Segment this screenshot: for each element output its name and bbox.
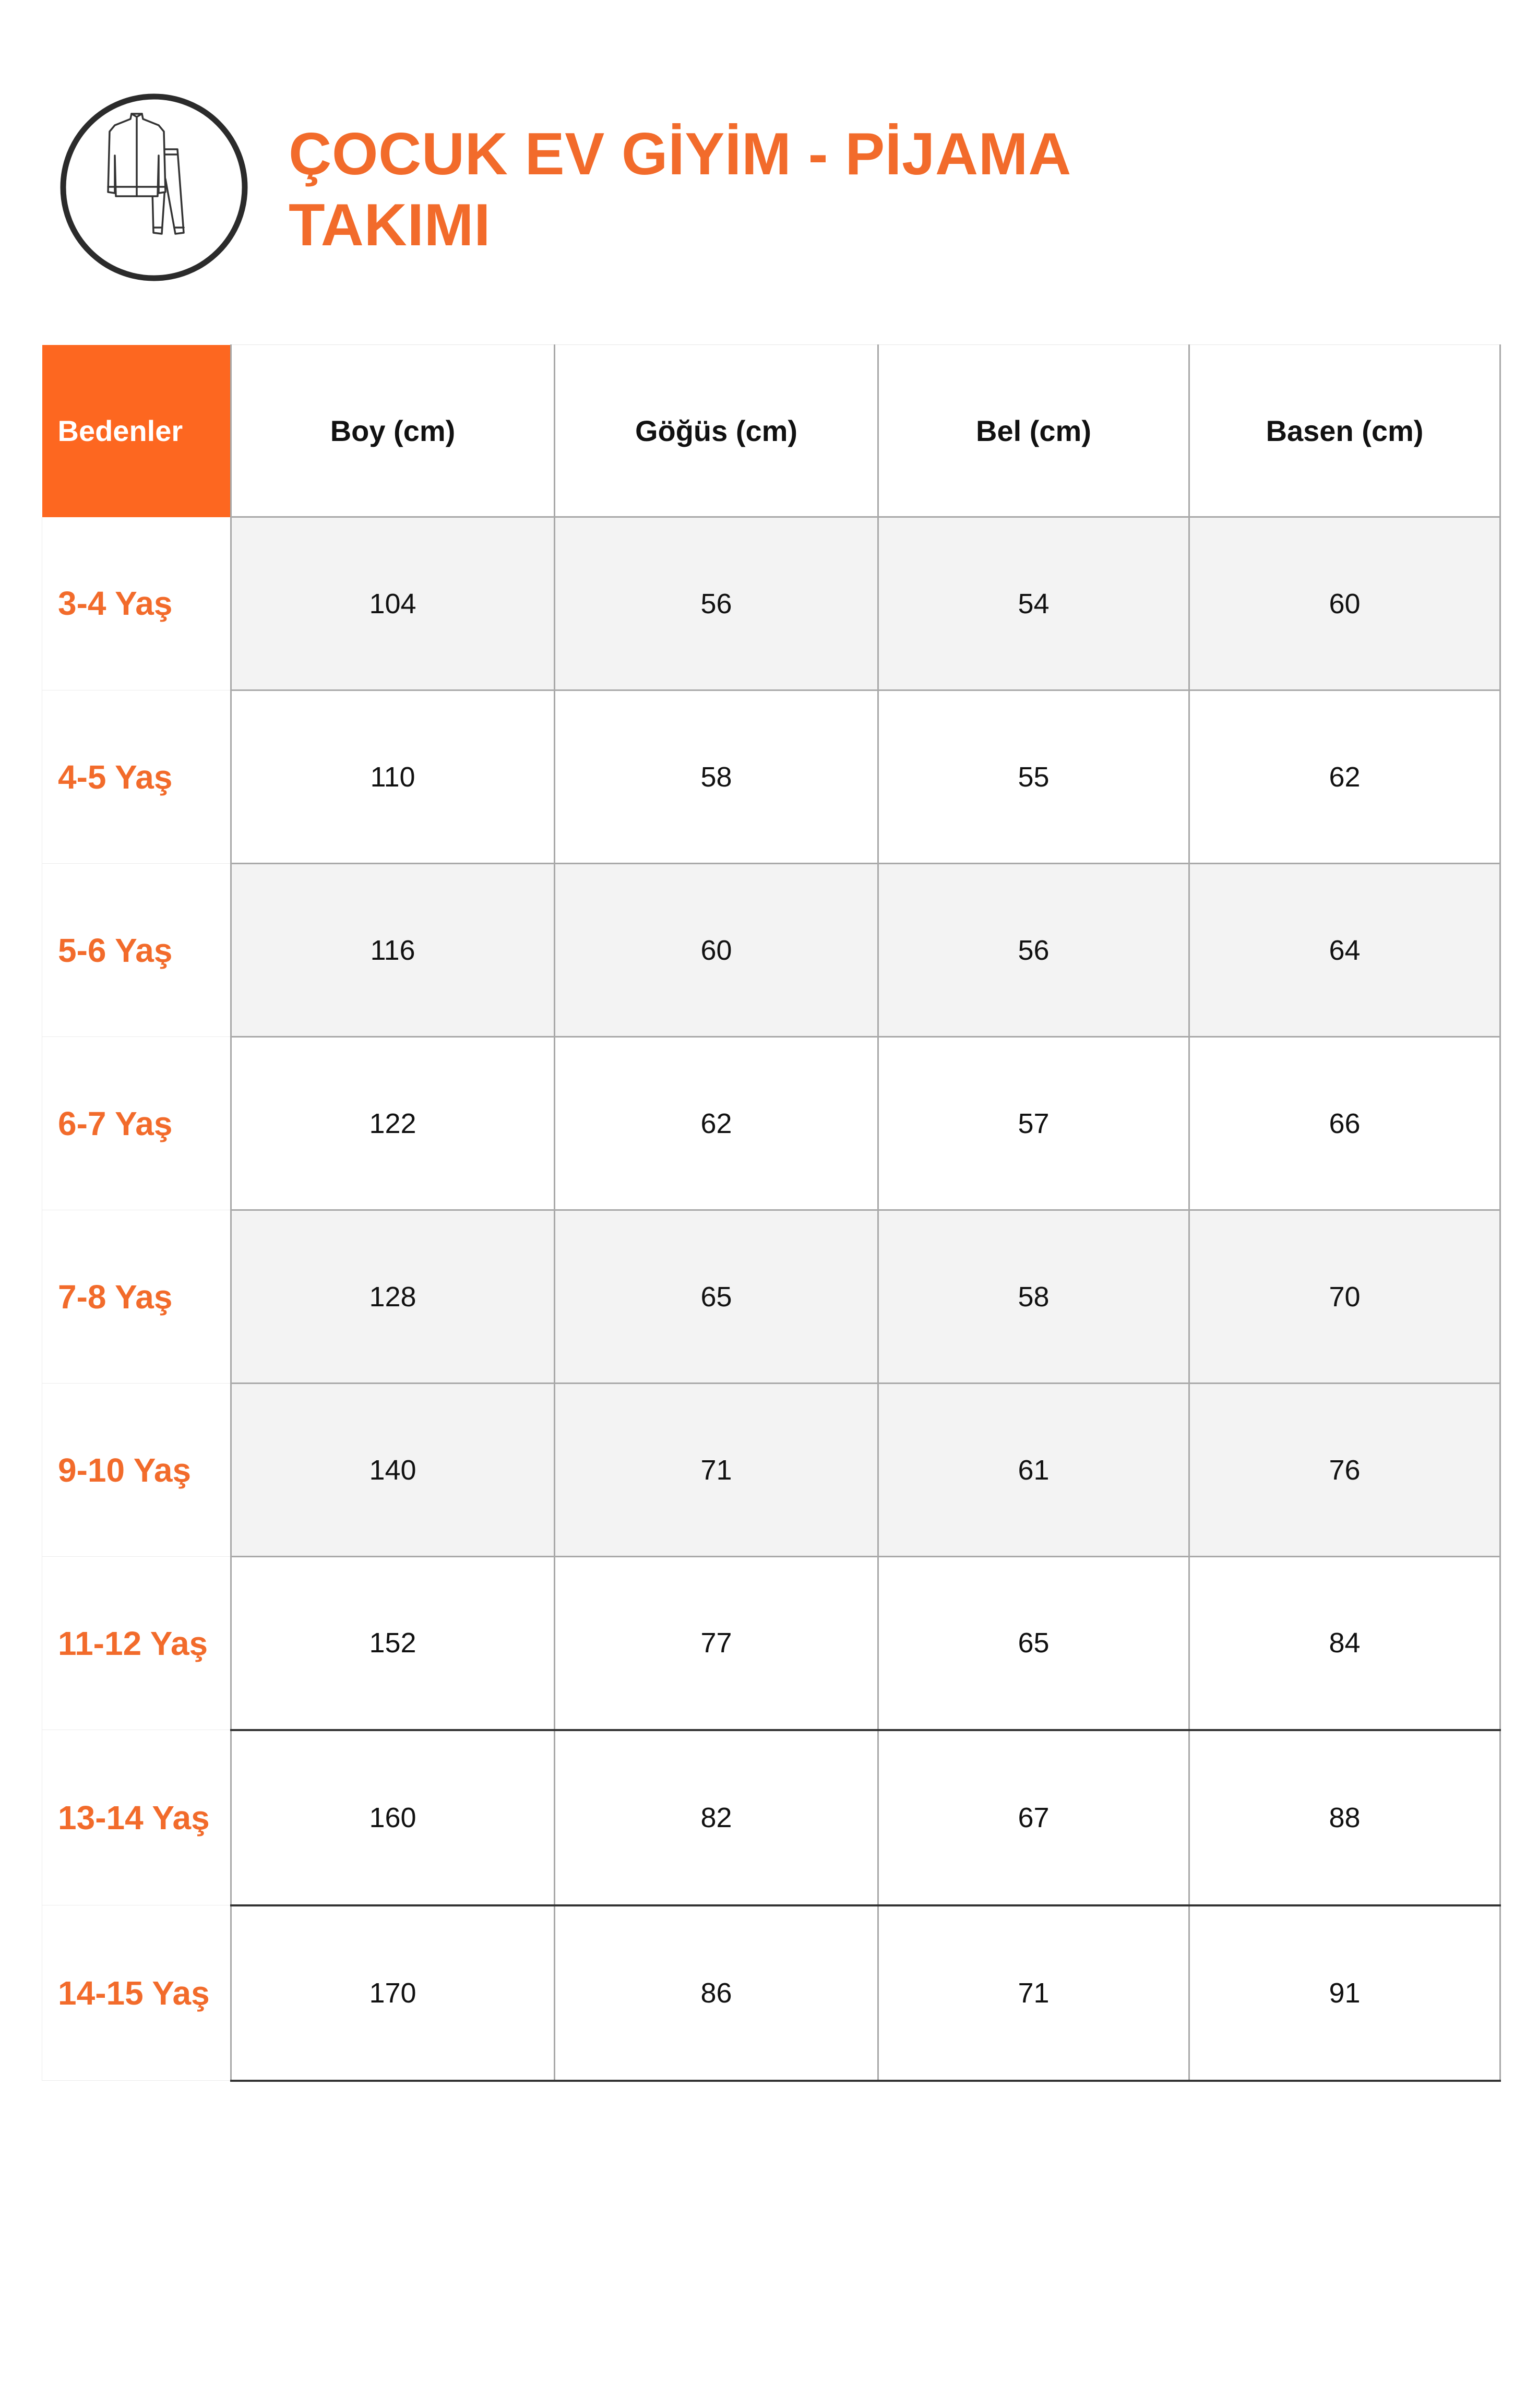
cell-bel: 61 — [878, 1384, 1189, 1557]
cell-bel: 55 — [878, 690, 1189, 864]
cell-boy: 128 — [231, 1210, 555, 1384]
size-label: 9-10 Yaş — [42, 1384, 231, 1557]
table-row — [42, 1210, 1500, 1384]
cell-bel: 56 — [878, 864, 1189, 1037]
cell-boy: 116 — [231, 864, 555, 1037]
cell-boy: 170 — [231, 1905, 555, 2081]
size-label: 14-15 Yaş — [42, 1905, 231, 2081]
cell-gogus: 71 — [555, 1384, 878, 1557]
cell-gogus: 86 — [555, 1905, 878, 2081]
size-label: 11-12 Yaş — [42, 1557, 231, 1730]
pajama-set-icon — [59, 93, 248, 282]
header-corner-bedenler: Bedenler — [42, 345, 231, 517]
cell-basen: 60 — [1189, 517, 1500, 690]
cell-basen: 70 — [1189, 1210, 1500, 1384]
cell-boy: 104 — [231, 517, 555, 690]
cell-boy: 160 — [231, 1730, 555, 1905]
cell-gogus: 82 — [555, 1730, 878, 1905]
cell-gogus: 77 — [555, 1557, 878, 1730]
cell-basen: 62 — [1189, 690, 1500, 864]
table-row — [42, 1730, 1500, 1905]
cell-bel: 54 — [878, 517, 1189, 690]
page-title-line-2: TAKIMI — [289, 192, 491, 258]
cell-basen: 66 — [1189, 1037, 1500, 1210]
size-label: 7-8 Yaş — [42, 1210, 231, 1384]
table-header-row — [42, 345, 1500, 517]
cell-bel: 67 — [878, 1730, 1189, 1905]
size-chart-table — [42, 344, 1501, 2082]
cell-bel: 71 — [878, 1905, 1189, 2081]
cell-gogus: 60 — [555, 864, 878, 1037]
size-label: 3-4 Yaş — [42, 517, 231, 690]
cell-bel: 57 — [878, 1037, 1189, 1210]
column-header-basen: Basen (cm) — [1189, 345, 1500, 517]
cell-basen: 64 — [1189, 864, 1500, 1037]
table-row — [42, 1905, 1500, 2081]
cell-boy: 152 — [231, 1557, 555, 1730]
cell-boy: 122 — [231, 1037, 555, 1210]
column-header-bel: Bel (cm) — [878, 345, 1189, 517]
cell-boy: 140 — [231, 1384, 555, 1557]
column-header-boy: Boy (cm) — [231, 345, 555, 517]
table-row — [42, 1037, 1500, 1210]
cell-gogus: 65 — [555, 1210, 878, 1384]
cell-gogus: 58 — [555, 690, 878, 864]
page-title-line-1: ÇOCUK EV GİYİM - PİJAMA — [289, 121, 1071, 187]
column-header-gogus: Göğüs (cm) — [555, 345, 878, 517]
table-row — [42, 517, 1500, 690]
cell-boy: 110 — [231, 690, 555, 864]
cell-basen: 91 — [1189, 1905, 1500, 2081]
size-label: 13-14 Yaş — [42, 1730, 231, 1905]
table-row — [42, 690, 1500, 864]
cell-gogus: 62 — [555, 1037, 878, 1210]
cell-bel: 65 — [878, 1557, 1189, 1730]
cell-basen: 84 — [1189, 1557, 1500, 1730]
table-row — [42, 1384, 1500, 1557]
page-title — [289, 119, 1071, 261]
cell-bel: 58 — [878, 1210, 1189, 1384]
cell-basen: 88 — [1189, 1730, 1500, 1905]
size-label: 5-6 Yaş — [42, 864, 231, 1037]
size-label: 6-7 Yaş — [42, 1037, 231, 1210]
cell-gogus: 56 — [555, 517, 878, 690]
table-row — [42, 1557, 1500, 1730]
size-label: 4-5 Yaş — [42, 690, 231, 864]
cell-basen: 76 — [1189, 1384, 1500, 1557]
table-row — [42, 864, 1500, 1037]
